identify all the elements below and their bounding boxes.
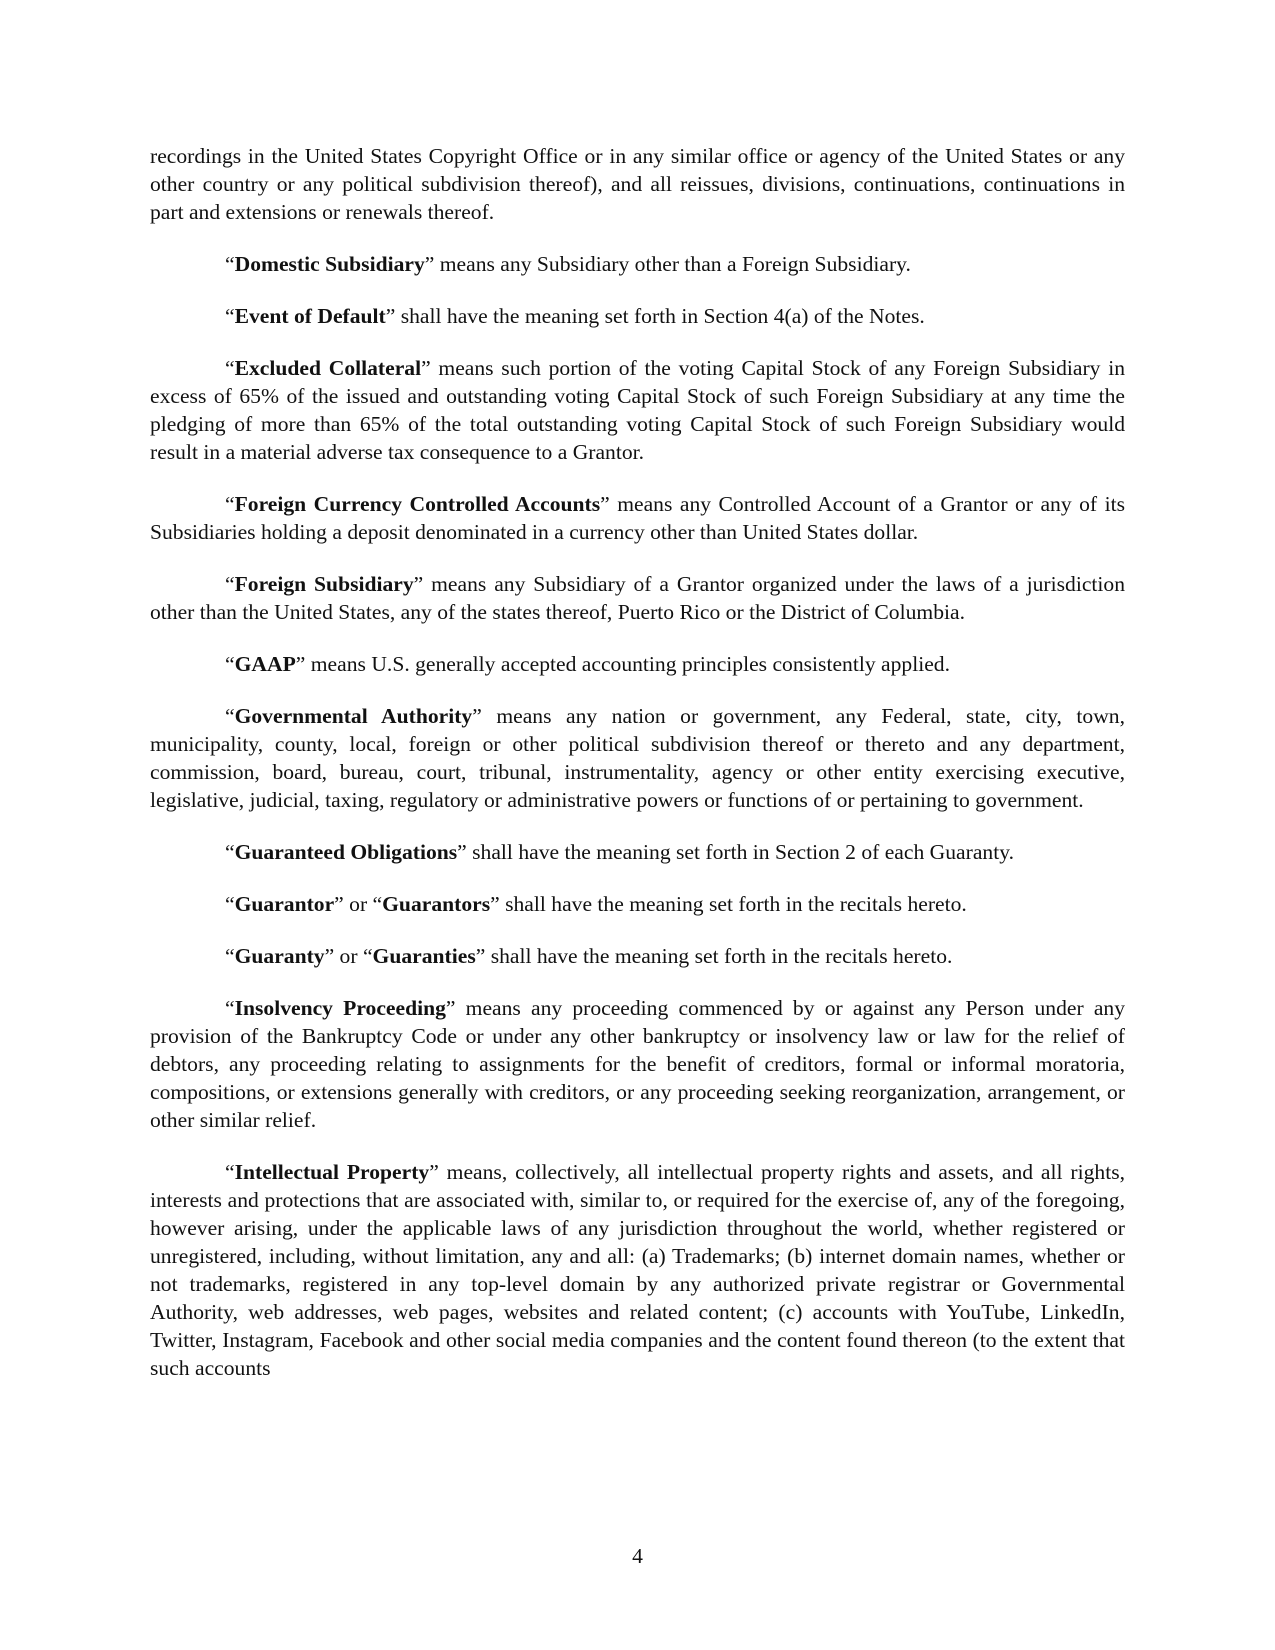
paragraph-text: ” means any Subsidiary of a Grantor organized under the laws of a jurisdiction other than the United States, any of the states thereof, Puerto Rico or the District of Columbia. xyxy=(150,572,1125,624)
paragraph-text: “ xyxy=(225,704,235,728)
definition-paragraph-guaranty xyxy=(150,942,1125,970)
defined-term: Excluded Collateral xyxy=(234,356,422,380)
defined-term: Guaranties xyxy=(372,944,476,968)
defined-term: Foreign Subsidiary xyxy=(234,572,414,596)
defined-term: Insolvency Proceeding xyxy=(234,996,446,1020)
definition-paragraph-guaranteed-obligations xyxy=(150,838,1125,866)
paragraph-text: ” or “ xyxy=(334,892,383,916)
paragraph-text: “ xyxy=(225,1160,235,1184)
paragraph-text: “ xyxy=(225,252,235,276)
defined-term: Foreign Currency Controlled Accounts xyxy=(234,492,601,516)
defined-term: Intellectual Property xyxy=(234,1160,430,1184)
paragraph-text: ” means any Subsidiary other than a Foreign Subsidiary. xyxy=(424,252,911,276)
paragraph-text: “ xyxy=(225,492,235,516)
defined-term: Event of Default xyxy=(234,304,386,328)
paragraph-text: “ xyxy=(225,304,235,328)
paragraph-text: “ xyxy=(225,840,235,864)
definition-paragraph-guarantor xyxy=(150,890,1125,918)
paragraph-text: “ xyxy=(225,356,235,380)
paragraph-text: ” or “ xyxy=(324,944,373,968)
document-body xyxy=(150,142,1125,1406)
definition-paragraph-foreign-subsidiary xyxy=(150,570,1125,626)
paragraph-text: ” shall have the meaning set forth in the recitals hereto. xyxy=(475,944,953,968)
paragraph-text: ” shall have the meaning set forth in Section 2 of each Guaranty. xyxy=(457,840,1015,864)
paragraph-text: “ xyxy=(225,892,235,916)
definition-paragraph-foreign-currency-controlled-accounts xyxy=(150,490,1125,546)
definition-paragraph-insolvency-proceeding xyxy=(150,994,1125,1134)
definition-paragraph-excluded-collateral xyxy=(150,354,1125,466)
defined-term: Domestic Subsidiary xyxy=(234,252,425,276)
paragraph-text: “ xyxy=(225,996,235,1020)
defined-term: Guaranty xyxy=(234,944,325,968)
paragraph-text: ” means any Controlled Account of a Grantor or any of its Subsidiaries holding a deposit denominated in a currency other than United States dollar. xyxy=(150,492,1126,544)
paragraph-text: ” means any nation or government, any Federal, state, city, town, municipality, county, local, foreign or other political subdivision thereof or thereto and any department, commission, board, bureau, court, tribunal, instrumentality, agency or other entity exercising executive, legislative, judicial, taxing, regulatory or administrative powers or functions of or pertaining to government. xyxy=(150,704,1125,812)
defined-term: GAAP xyxy=(234,652,296,676)
paragraph-text: “ xyxy=(225,944,235,968)
definition-paragraph-gaap xyxy=(150,650,1125,678)
paragraph-text: ” means, collectively, all intellectual property rights and assets, and all rights, interests and protections that are associated with, similar to, or required for the exercise of, any of the foregoing, however arising, under the applicable laws of any jurisdiction throughout the world, whether registered or unregistered, including, without limitation, any and all: (a) Trademarks; (b) internet domain names, whether or not trademarks, registered in any top-level domain by any authorized private registrar or Governmental Authority, web addresses, web pages, websites and related content; (c) accounts with YouTube, LinkedIn, Twitter, Instagram, Facebook and other social media companies and the content found thereon (to the extent that such accounts xyxy=(150,1160,1125,1380)
definition-paragraph-continuation xyxy=(150,142,1125,226)
paragraph-text: ” means any proceeding commenced by or against any Person under any provision of the Bankruptcy Code or under any other bankruptcy or insolvency law or law for the relief of debtors, any proceeding relating to assignments for the benefit of creditors, formal or informal moratoria, compositions, or extensions generally with creditors, or any proceeding seeking reorganization, arrangement, or other similar relief. xyxy=(150,996,1125,1132)
paragraph-text: ” means such portion of the voting Capital Stock of any Foreign Subsidiary in excess of 65% of the issued and outstanding voting Capital Stock of such Foreign Subsidiary at any time the pledging of more than 65% of the total outstanding voting Capital Stock of such Foreign Subsidiary would result in a material adverse tax consequence to a Grantor. xyxy=(150,356,1125,464)
defined-term: Guarantor xyxy=(234,892,335,916)
paragraph-text: recordings in the United States Copyright Office or in any similar office or agency of the United States or any other country or any political subdivision thereof), and all reissues, divisions, continuations, continuations in part and extensions or renewals thereof. xyxy=(150,144,1125,224)
page-number: 4 xyxy=(632,1544,643,1568)
definition-paragraph-domestic-subsidiary xyxy=(150,250,1125,278)
defined-term: Guaranteed Obligations xyxy=(234,840,458,864)
paragraph-text: ” shall have the meaning set forth in the recitals hereto. xyxy=(490,892,967,916)
paragraph-text: ” means U.S. generally accepted accounting principles consistently applied. xyxy=(295,652,950,676)
definition-paragraph-intellectual-property xyxy=(150,1158,1125,1382)
defined-term: Guarantors xyxy=(382,892,491,916)
defined-term: Governmental Authority xyxy=(234,704,473,728)
definition-paragraph-governmental-authority xyxy=(150,702,1125,814)
definition-paragraph-event-of-default xyxy=(150,302,1125,330)
paragraph-text: “ xyxy=(225,652,235,676)
paragraph-text: ” shall have the meaning set forth in Section 4(a) of the Notes. xyxy=(385,304,925,328)
paragraph-text: “ xyxy=(225,572,235,596)
